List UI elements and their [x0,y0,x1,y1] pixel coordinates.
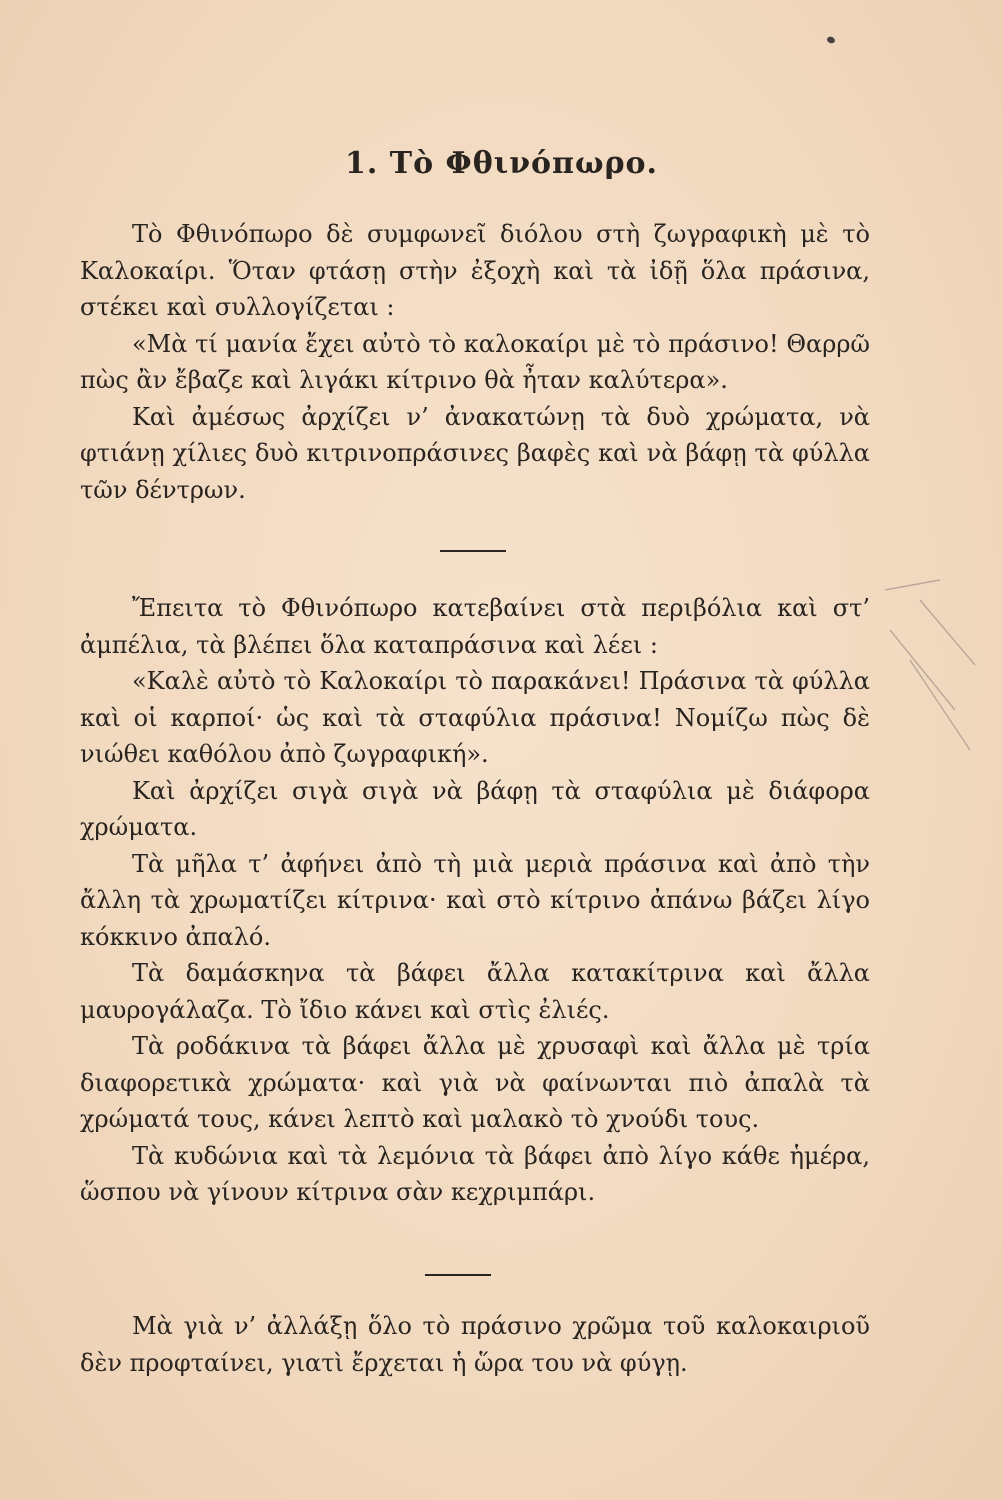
paragraph: «Καλὲ αὐτὸ τὸ Καλοκαίρι τὸ παρακάνει! Πράσινα τὰ φύλλα καὶ οἱ καρποί· ὡς καὶ τὰ σταφύλια πράσινα! Νομίζω πὼς δὲ νιώθει καθόλου ἀπὸ ζωγραφική». [80,667,870,768]
section-1 [80,216,870,508]
paragraph: Τὰ κυδώνια καὶ τὰ λεμόνια τὰ βάφει ἀπὸ λίγο κάθε ἡμέρα, ὥσπου νὰ γίνουν κίτρινα σὰν κεχριμπάρι. [80,1141,870,1206]
paragraph: Καὶ ἀρχίζει σιγὰ σιγὰ νὰ βάφῃ τὰ σταφύλια μὲ διάφορα χρώματα. [80,776,870,841]
section-divider [425,1274,491,1276]
section-2 [80,590,870,1211]
page-title: 1. Τὸ Φθινόπωρο. [345,146,658,181]
paragraph: Ἔπειτα τὸ Φθινόπωρο κατεβαίνει στὰ περιβόλια καὶ στ’ ἀμπέλια, τὰ βλέπει ὅλα καταπράσινα καὶ λέει : [80,594,870,659]
paragraph: Τὸ Φθινόπωρο δὲ συμφωνεῖ διόλου στὴ ζωγραφικὴ μὲ τὸ Καλοκαίρι. Ὅταν φτάσῃ στὴν ἐξοχὴ καὶ τὰ ἰδῇ ὅλα πράσινα, στέκει καὶ συλλογίζεται : [80,220,870,321]
paragraph: «Μὰ τί μανία ἔχει αὐτὸ τὸ καλοκαίρι μὲ τὸ πράσινο! Θαρρῶ πὼς ἂν ἔβαζε καὶ λιγάκι κίτρινο θὰ ἦταν καλύτερα». [80,329,870,394]
section-3 [80,1308,870,1381]
ink-speck [826,36,836,45]
paragraph: Τὰ μῆλα τ’ ἀφήνει ἀπὸ τὴ μιὰ μεριὰ πράσινα καὶ ἀπὸ τὴν ἄλλη τὰ χρωματίζει κίτρινα· καὶ στὸ κίτρινο ἀπάνω βάζει λίγο κόκκινο ἀπαλό. [80,849,870,951]
paragraph: Καὶ ἀμέσως ἀρχίζει ν’ ἀνακατώνῃ τὰ δυὸ χρώματα, νὰ φτιάνῃ χίλιες δυὸ κιτρινοπράσινες βαφὲς καὶ νὰ βάφῃ τὰ φύλλα τῶν δέντρων. [80,402,870,504]
paragraph: Τὰ ροδάκινα τὰ βάφει ἄλλα μὲ χρυσαφὶ καὶ ἄλλα μὲ τρία διαφορετικὰ χρώματα· καὶ γιὰ νὰ φαίνωνται πιὸ ἀπαλὰ τὰ χρώματά τους, κάνει λεπτὸ καὶ μαλακὸ τὸ χνούδι τους. [80,1032,870,1133]
paragraph: Μὰ γιὰ ν’ ἀλλάξῃ ὅλο τὸ πράσινο χρῶμα τοῦ καλοκαιριοῦ δὲν προφταίνει, γιατὶ ἔρχεται ἡ ὥρα του νὰ φύγῃ. [80,1312,870,1377]
pencil-mark [860,570,980,800]
section-divider [440,550,506,552]
paragraph: Τὰ δαμάσκηνα τὰ βάφει ἄλλα κατακίτρινα καὶ ἄλλα μαυρογάλαζα. Τὸ ἴδιο κάνει καὶ στὶς ἐλιές. [80,959,870,1024]
